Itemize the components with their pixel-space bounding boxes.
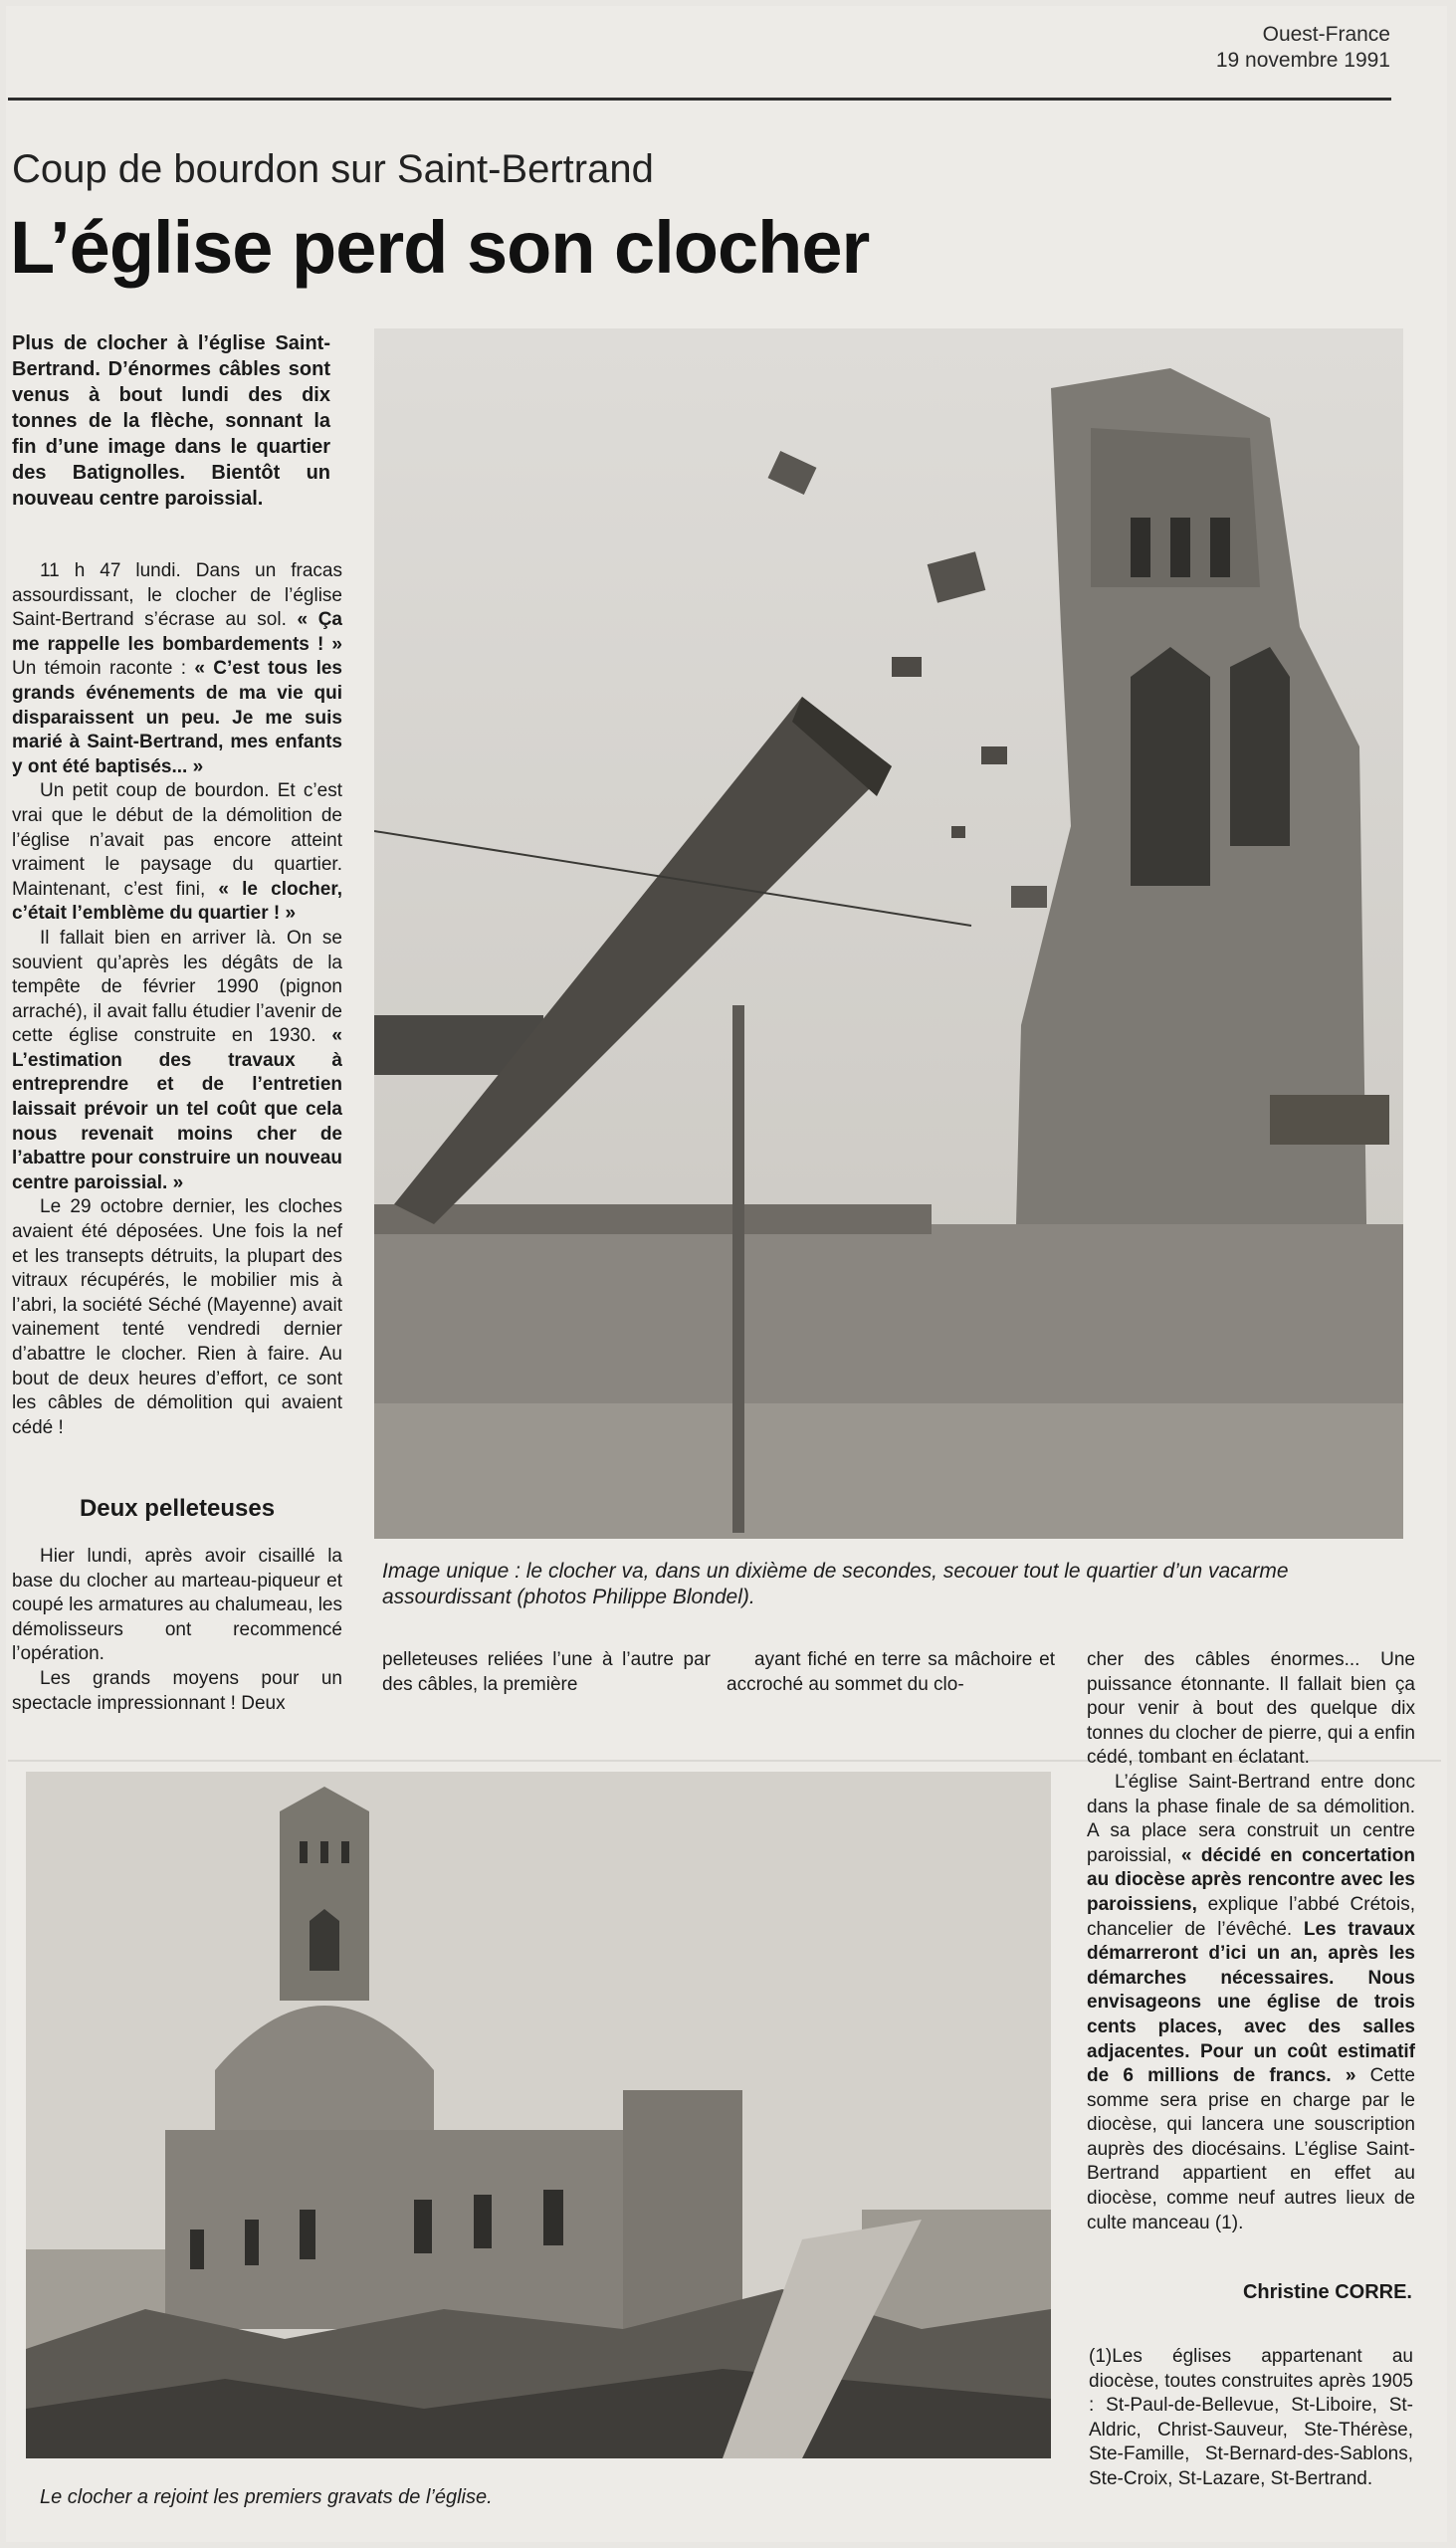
- quote: Les travaux démarreront d’ici un an, après les démarches nécessaires. Nous envisageons une église de trois cents places, avec des salles adjacentes. Pour un coût estimatif de 6 millions de francs. »: [1087, 1918, 1415, 2087]
- top-rule: [8, 98, 1391, 101]
- article-column-1-continued: [12, 1545, 342, 1716]
- lead-paragraph: Plus de clocher à l’église Saint-Bertrand. D’énormes câbles sont venus à bout lundi des dix tonnes de la flèche, sonnant la fin d’une image dans le quartier des Batignolles. Bientôt un nouveau centre paroissial.: [12, 332, 330, 510]
- article-column-2: [382, 1648, 711, 1697]
- bell-tower-photo-illustration: [374, 328, 1403, 1539]
- footnote: (1)Les églises appartenant au diocèse, toutes construites après 1905 : St-Paul-de-Bellevue, St-Liboire, St-Aldric, Christ-Sauveur, Ste-Thérèse, Ste-Famille, St-Bernard-des-Sablons, Ste-Croix, St-Lazare, St-Bertrand.: [1089, 2346, 1413, 2489]
- publication-date: 19 novembre 1991: [1215, 49, 1390, 72]
- paragraph-column-2: pelleteuses reliées l’une à l’autre par des câbles, la première: [382, 1649, 711, 1695]
- kicker: Coup de bourdon sur Saint-Bertrand: [12, 147, 654, 191]
- text: explique l’abbé Crétois, chancelier de l’évêché.: [1087, 1893, 1415, 1940]
- text: L’église Saint-Bertrand entre donc dans la phase finale de sa démolition. A sa place sera construit un centre paroissial,: [1087, 1771, 1415, 1866]
- photo-caption-2: Le clocher a rejoint les premiers gravats de l’église.: [40, 2486, 493, 2508]
- paragraph-6: Les grands moyens pour un spectacle impressionnant ! Deux: [12, 1667, 342, 1714]
- quote: « le clocher, c’était l’emblème du quartier ! »: [12, 878, 342, 925]
- church-ruins-photo-illustration: [26, 1772, 1051, 2458]
- newspaper-name: Ouest-France: [1262, 23, 1390, 46]
- paragraph-3: [12, 927, 342, 1196]
- author-signature: Christine CORRE.: [1242, 2281, 1412, 2303]
- masthead: [1216, 22, 1390, 74]
- paragraph-4: Le 29 octobre dernier, les cloches avaient été déposées. Une fois la nef et les transepts détruits, la plupart des vitraux récupérés, le mobilier mis à l’abri, la société Séché (Mayenne) avait vainement tenté vendredi dernier d’abattre le clocher. Rien à faire. Au bout de deux heures d’effort, ce sont les câbles de démolition qui avaient cédé !: [12, 1196, 342, 1438]
- paragraph-5: Hier lundi, après avoir cisaillé la base du clocher au marteau-piqueur et coupé les armatures au chalumeau, les démolisseurs ont recommencé l’opération.: [12, 1546, 342, 1665]
- paragraph-column-4a: cher des câbles énormes... Une puissance étonnante. Il fallait bien ça pour venir à bout des quelque dix tonnes du clocher de pierre, qui a enfin cédé, tombant en éclatant.: [1087, 1649, 1415, 1769]
- subheading: Deux pelleteuses: [79, 1495, 276, 1522]
- paragraph-1: [12, 559, 342, 779]
- text: Cette somme sera prise en charge par le diocèse, qui lancera une souscription auprès des diocésains. L’église Saint-Bertrand appartient en effet au diocèse, comme neuf autres lieux de culte manceau (1).: [1087, 2065, 1416, 2233]
- photo-collapsing-bell-tower: [374, 328, 1403, 1539]
- paragraph-column-3: ayant fiché en terre sa mâchoire et accroché au sommet du clo-: [727, 1649, 1055, 1695]
- article-column-3: [727, 1648, 1055, 1697]
- text: Un petit coup de bourdon. Et c’est vrai que le début de la démolition de l’église n’avait pas encore atteint vraiment le paysage du quartier. Maintenant, c’est fini,: [12, 780, 342, 900]
- photo-church-ruins: [26, 1772, 1051, 2458]
- paragraph-column-4b: [1087, 1771, 1415, 2235]
- quote: « C’est tous les grands événements de ma vie qui disparaissent un peu. Je me suis marié à Saint-Bertrand, mes enfants y ont été baptisés... »: [12, 658, 342, 777]
- quote: « L’estimation des travaux à entreprendre et de l’entretien laissait prévoir un tel coût que cela nous revenait moins cher de l’abattre pour construire un nouveau centre paroissial. »: [12, 1025, 342, 1193]
- quote: « décidé en concertation au diocèse après rencontre avec les paroissiens,: [1087, 1844, 1415, 1915]
- paragraph-2: [12, 779, 342, 927]
- quote: « Ça me rappelle les bombardements ! »: [12, 609, 342, 655]
- text: Il fallait bien en arriver là. On se souvient qu’après les dégâts de la tempête de février 1990 (pignon arraché), il avait fallu étudier l’avenir de cette église construite en 1930.: [12, 927, 342, 1047]
- text: 11 h 47 lundi. Dans un fracas assourdissant, le clocher de l’église Saint-Bertrand s’écrase au sol.: [12, 560, 342, 631]
- photo-caption-1: Image unique : le clocher va, dans un dixième de secondes, secouer tout le quartier d’un vacarme assourdissant (photos Philippe Blondel).: [382, 1560, 1289, 1608]
- text: Un témoin raconte :: [12, 658, 195, 680]
- headline: L’église perd son clocher: [10, 206, 870, 289]
- article-column-1: [12, 559, 342, 1440]
- article-column-4: [1087, 1648, 1415, 2235]
